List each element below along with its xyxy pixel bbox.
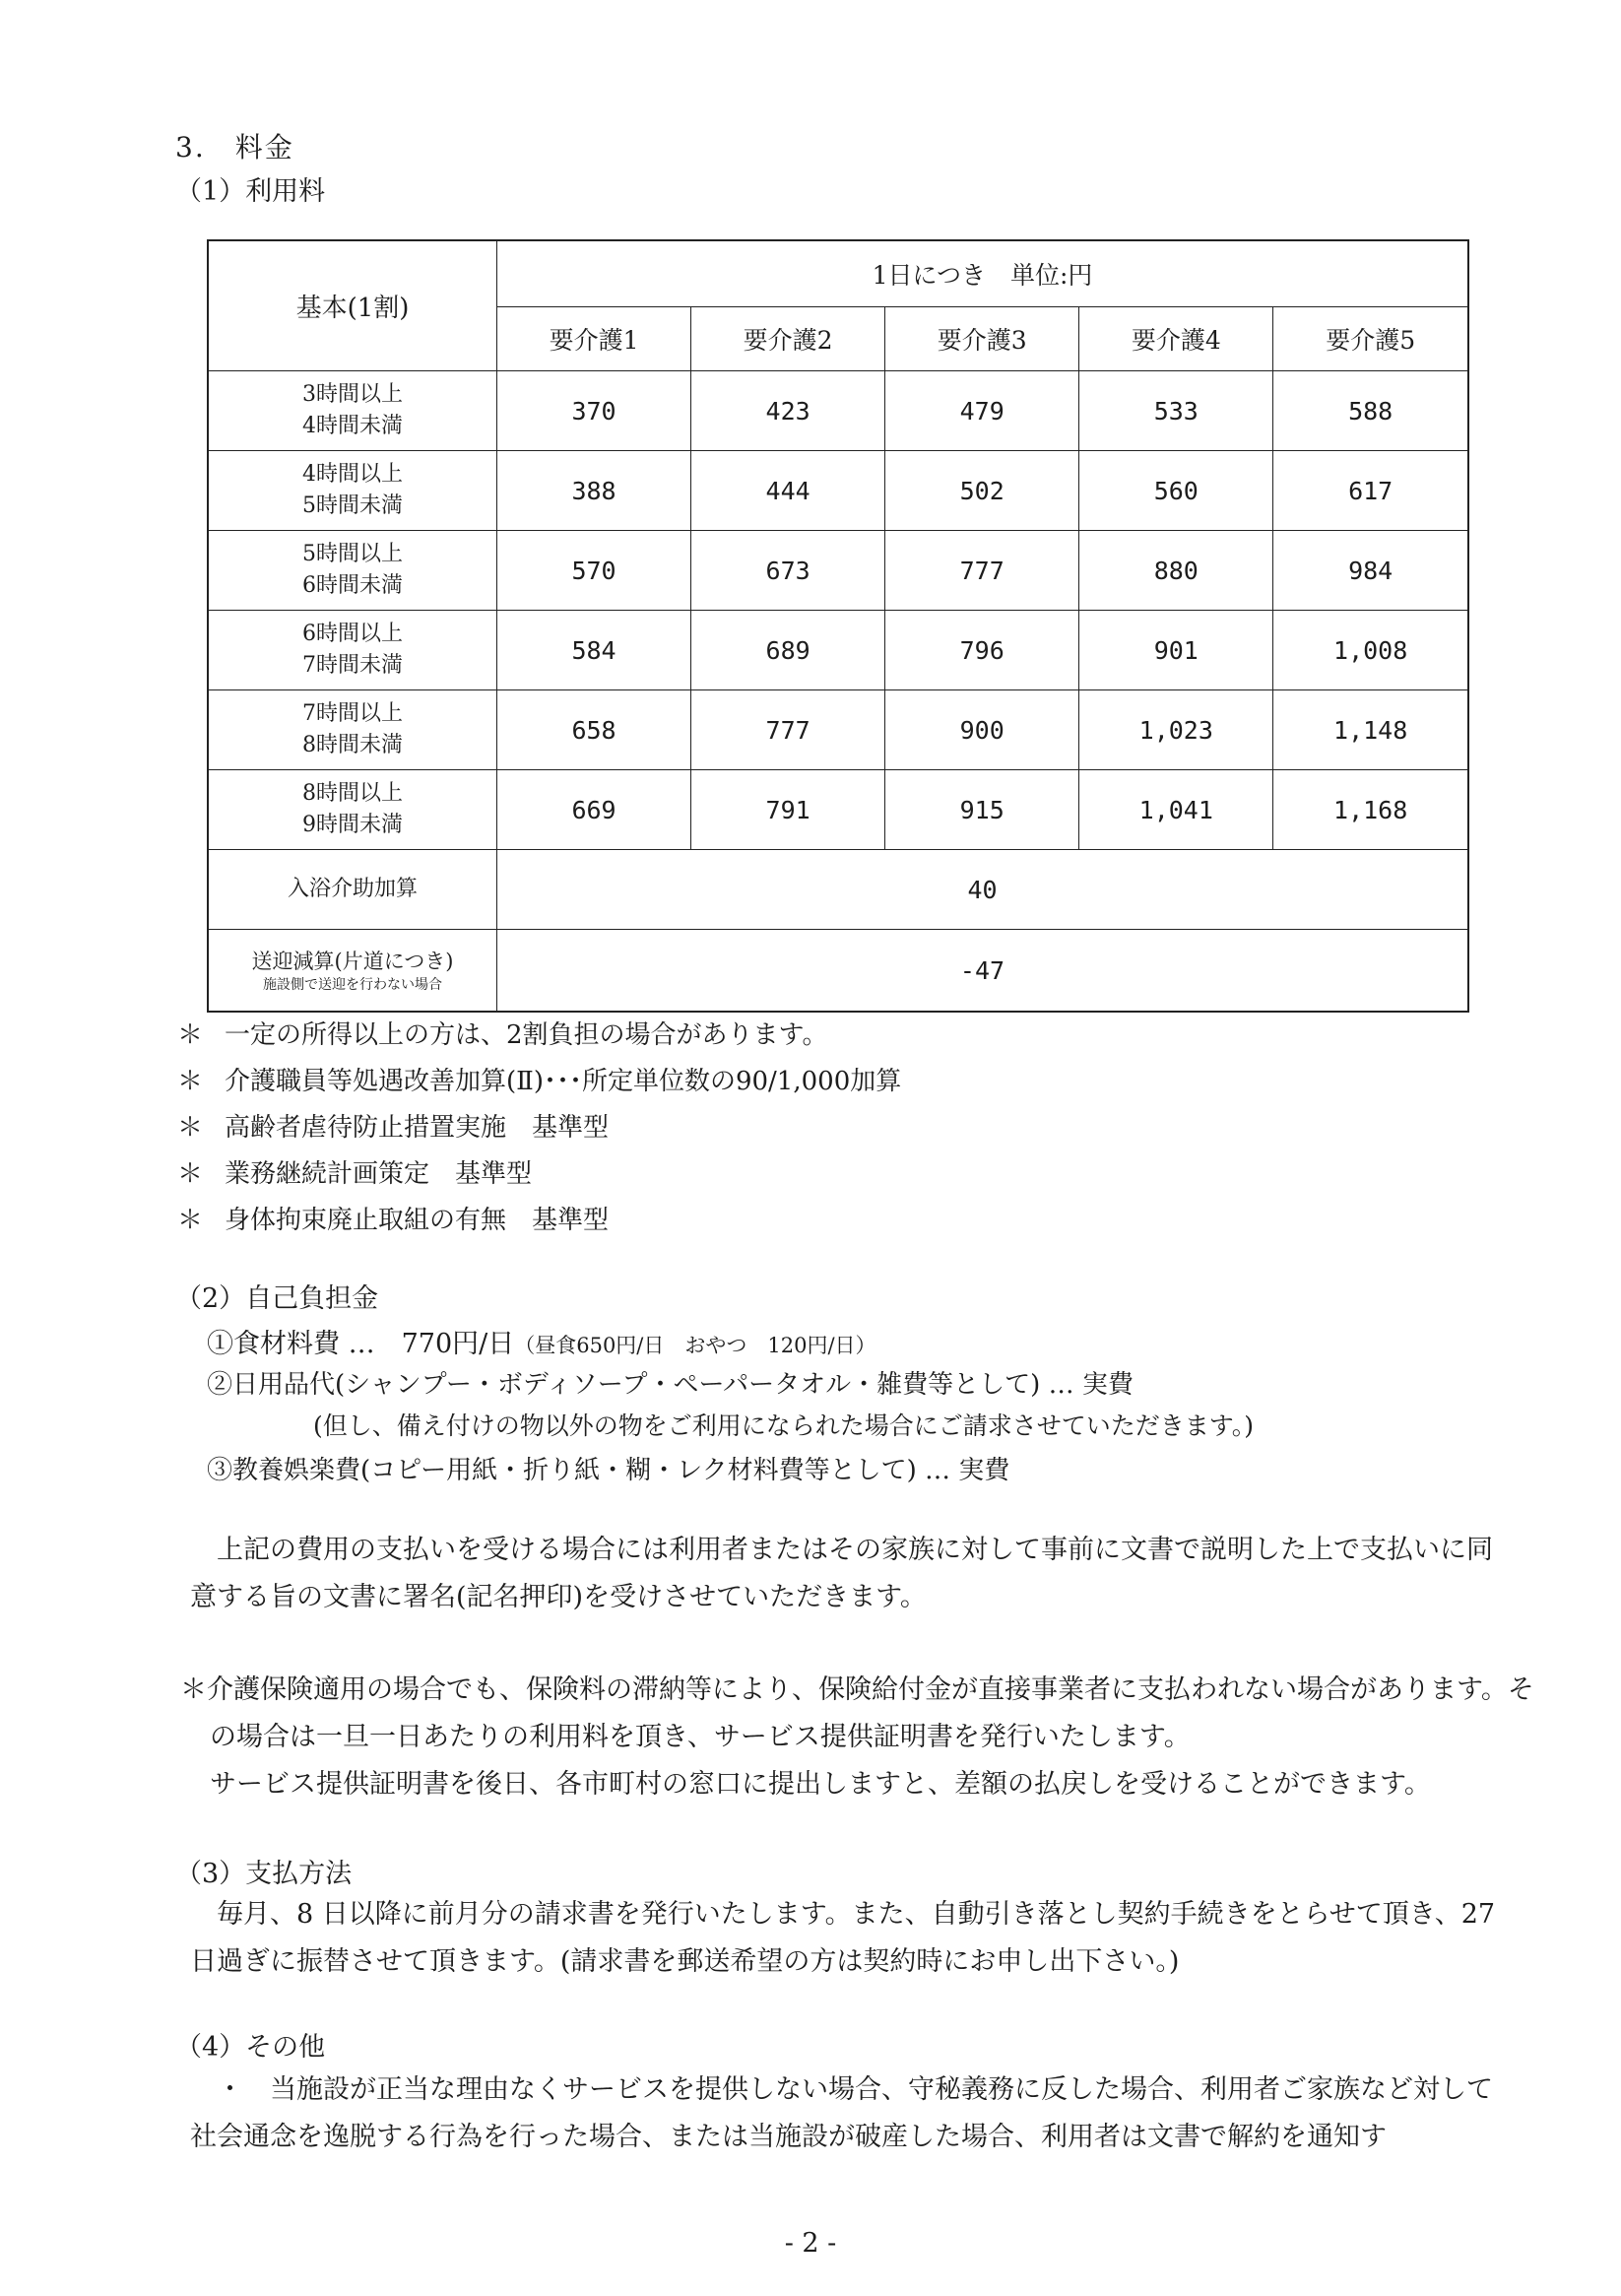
table-row xyxy=(208,690,1468,770)
fee-cell: 502 xyxy=(885,451,1079,531)
fee-cell: 533 xyxy=(1079,371,1273,451)
subsection-payment-title: （3）支払方法 xyxy=(175,1859,353,1889)
transport-reduction-main: 送迎減算(片道につき) xyxy=(251,950,454,973)
list-item: ＊ 一定の所得以上の方は、2割負担の場合があります。 xyxy=(177,1013,901,1059)
list-item: ＊ 介護職員等処遇改善加算(Ⅱ)･･･所定単位数の90/1,000加算 xyxy=(177,1059,901,1105)
table-row xyxy=(208,930,1468,1013)
table-row xyxy=(208,371,1468,451)
fee-cell: 900 xyxy=(885,690,1079,770)
payment-paragraph: 毎月、8 日以降に前月分の請求書を発行いたします。また、自動引き落とし契約手続きをとらせて頂き、27日過ぎに振替させて頂きます。(請求書を郵送希望の方は契約時にお申し出下さい。) xyxy=(190,1899,1496,1977)
fee-cell: 777 xyxy=(885,531,1079,611)
level-header: 要介護3 xyxy=(885,307,1079,371)
transport-reduction-label xyxy=(208,930,497,1013)
table-corner-header: 基本(1割) xyxy=(208,240,497,371)
bath-addition-value: 40 xyxy=(497,850,1469,930)
transport-reduction-note: 施設側で送迎を行わない場合 xyxy=(263,977,442,993)
fee-cell: 915 xyxy=(885,770,1079,850)
fee-cell: 1,148 xyxy=(1273,690,1468,770)
fee-cell: 588 xyxy=(1273,371,1468,451)
fee-cell: 1,041 xyxy=(1079,770,1273,850)
table-row xyxy=(208,451,1468,531)
self-pay-edu: ③教養娯楽費(コピー用紙・折り紙・糊・レク材料費等として) … 実費 xyxy=(207,1456,1010,1485)
table-row xyxy=(208,531,1468,611)
fee-cell: 584 xyxy=(497,611,691,690)
table-row xyxy=(208,770,1468,850)
level-header: 要介護1 xyxy=(497,307,691,371)
list-item: ＊ 業務継続計画策定 基準型 xyxy=(177,1151,901,1198)
row-label: 8時間以上 9時間未満 xyxy=(208,770,497,850)
level-header: 要介護4 xyxy=(1079,307,1273,371)
fee-cell: 479 xyxy=(885,371,1079,451)
self-pay-daily-note: (但し、備え付けの物以外の物をご利用になられた場合にご請求させていただきます。) xyxy=(313,1411,1255,1440)
note-mark: ＊ xyxy=(177,1206,204,1235)
fee-cell: 901 xyxy=(1079,611,1273,690)
self-pay-food: ①食材料費 … 770円/日（昼食650円/日 おやつ 120円/日） xyxy=(207,1329,876,1359)
row-label: 6時間以上 7時間未満 xyxy=(208,611,497,690)
level-header: 要介護5 xyxy=(1273,307,1468,371)
fee-cell: 791 xyxy=(691,770,885,850)
notes-list xyxy=(177,1013,901,1244)
self-pay-food-detail: （昼食650円/日 おやつ 120円/日） xyxy=(514,1334,876,1357)
subsection-self-pay-title: （2）自己負担金 xyxy=(175,1283,379,1314)
note-mark: ＊ xyxy=(177,1020,204,1050)
fee-cell: 560 xyxy=(1079,451,1273,531)
fee-cell: 689 xyxy=(691,611,885,690)
fee-cell: 1,023 xyxy=(1079,690,1273,770)
level-header: 要介護2 xyxy=(691,307,885,371)
transport-reduction-value: -47 xyxy=(497,930,1469,1013)
fee-cell: 444 xyxy=(691,451,885,531)
subsection-other-title: （4）その他 xyxy=(175,2032,326,2063)
table-unit-header: 1日につき 単位:円 xyxy=(497,240,1469,307)
list-item: ＊ 高齢者虐待防止措置実施 基準型 xyxy=(177,1105,901,1151)
row-label: 3時間以上 4時間未満 xyxy=(208,371,497,451)
row-label: 5時間以上 6時間未満 xyxy=(208,531,497,611)
fee-table xyxy=(207,239,1469,1013)
self-pay-daily: ②日用品代(シャンプー・ボディソープ・ペーパータオル・雑費等として) … 実費 xyxy=(207,1370,1134,1400)
subsection-usage-fee-title: （1）利用料 xyxy=(175,176,326,207)
note-mark: ＊ xyxy=(177,1159,204,1189)
consent-paragraph: 上記の費用の支払いを受ける場合には利用者またはその家族に対して事前に文書で説明した上で支払いに同意する旨の文書に署名(記名押印)を受けさせていただきます。 xyxy=(190,1535,1493,1612)
fee-cell: 388 xyxy=(497,451,691,531)
fee-cell: 570 xyxy=(497,531,691,611)
note-mark: ＊ xyxy=(177,1067,204,1096)
other-paragraph: ・ 当施設が正当な理由なくサービスを提供しない場合、守秘義務に反した場合、利用者ご家族など対して社会通念を逸脱する行為を行った場合、または当施設が破産した場合、利用者は文書で解約を通知す xyxy=(190,2074,1493,2152)
row-label: 4時間以上 5時間未満 xyxy=(208,451,497,531)
fee-cell: 777 xyxy=(691,690,885,770)
fee-cell: 1,168 xyxy=(1273,770,1468,850)
page-number: - 2 - xyxy=(784,2228,837,2259)
fee-cell: 673 xyxy=(691,531,885,611)
fee-cell: 880 xyxy=(1079,531,1273,611)
fee-cell: 658 xyxy=(497,690,691,770)
bath-addition-label: 入浴介助加算 xyxy=(208,850,497,930)
list-item: ＊ 身体拘束廃止取組の有無 基準型 xyxy=(177,1198,901,1244)
note-mark: ＊ xyxy=(177,1113,204,1143)
fee-cell: 669 xyxy=(497,770,691,850)
fee-cell: 423 xyxy=(691,371,885,451)
fee-cell: 370 xyxy=(497,371,691,451)
fee-cell: 1,008 xyxy=(1273,611,1468,690)
table-row xyxy=(208,611,1468,690)
fee-cell: 796 xyxy=(885,611,1079,690)
row-label: 7時間以上 8時間未満 xyxy=(208,690,497,770)
fee-cell: 984 xyxy=(1273,531,1468,611)
insurance-paragraph: ＊介護保険適用の場合でも、保険料の滞納等により、保険給付金が直接事業者に支払われない場合があります。その場合は一旦一日あたりの利用料を頂き、サービス提供証明書を発行いたします。 サービス提供証明書を後日、各市町村の窓口に提出しますと、差額の払戻しを受けることができます。 xyxy=(180,1674,1534,1800)
table-row xyxy=(208,850,1468,930)
fee-cell: 617 xyxy=(1273,451,1468,531)
note-mark: ＊ xyxy=(180,1674,207,1705)
section-title: 3. 料金 xyxy=(175,131,294,164)
